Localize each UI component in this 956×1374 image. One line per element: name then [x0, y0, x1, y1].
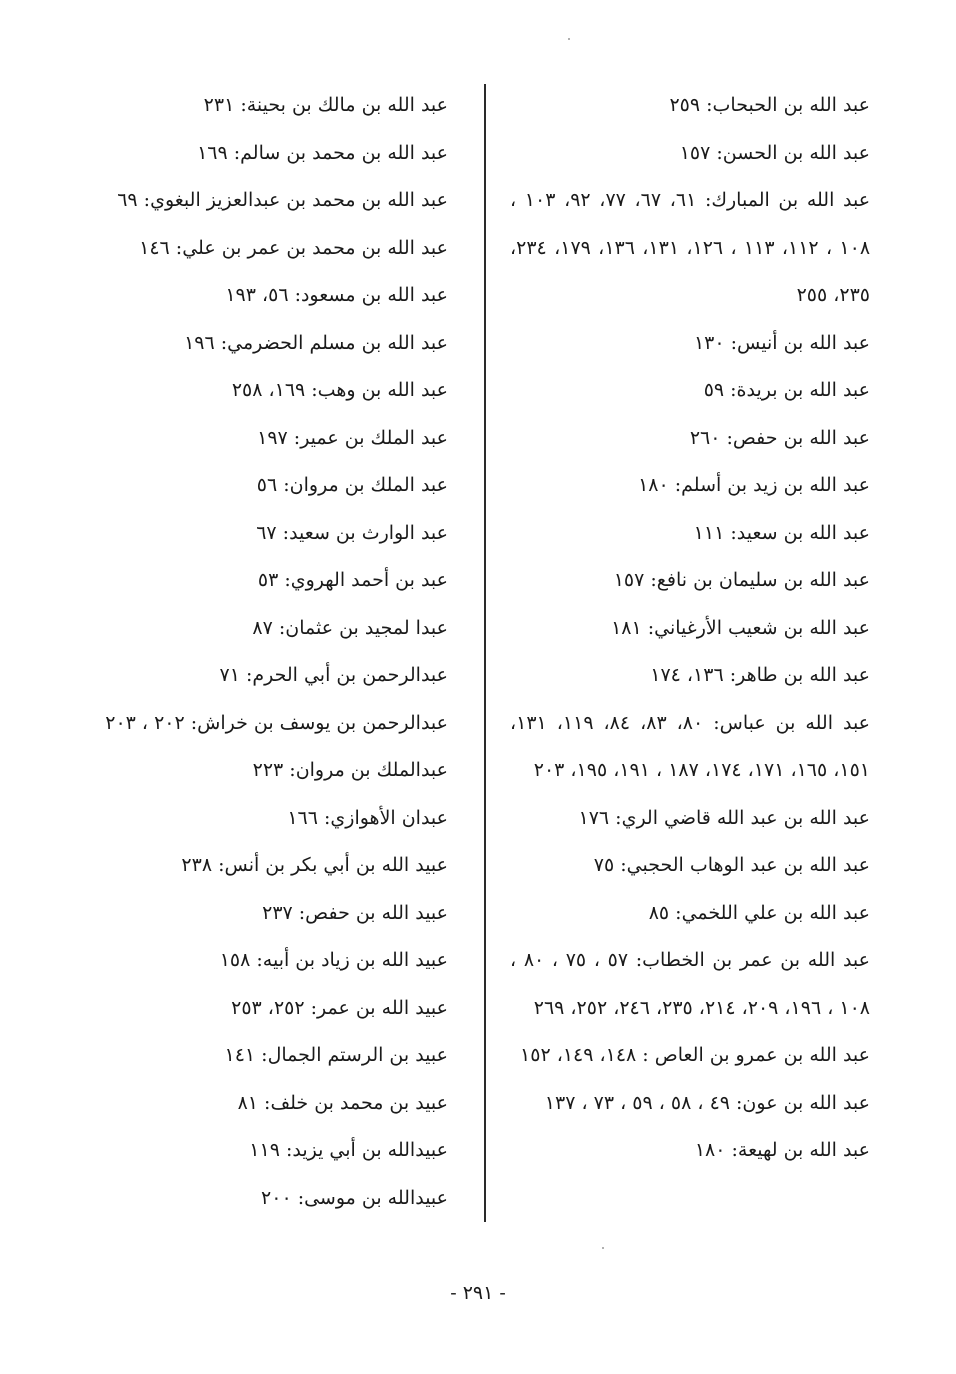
index-entry: عبد الله بن مالك بن بحينة: ٢٣١: [203, 94, 448, 116]
index-entry: عبيدالله بن موسى: ٢٠٠: [261, 1186, 448, 1209]
index-entry: عبد الوارث بن سعيد: ٦٧: [256, 521, 448, 544]
index-entry: عبد بن أحمد الهروي: ٥٣: [257, 569, 448, 591]
index-entry: عبد الله بن وهب: ١٦٩، ٢٥٨: [231, 379, 448, 401]
index-entry: عبد الله بن محمد بن عمر بن علي: ١٤٦: [139, 236, 448, 259]
index-column-right: [510, 82, 870, 1175]
index-entry: عبد الله بن الحبحاب: ٢٥٩: [669, 94, 870, 116]
index-entry: عبد الله بن مسعود: ٥٦، ١٩٣: [225, 284, 448, 306]
index-entry: عبد الله بن عباس: ٨٠، ٨٣، ٨٤، ١١٩، ١٣١، ١٥١، ١٦٥، ١٧١، ١٧٤، ١٨٧ ، ١٩١، ١٩٥، ٢٠٣: [510, 711, 871, 781]
index-entry: عبد الله بن لهيعة: ١٨٠: [694, 1139, 870, 1161]
index-entry: عبد الله بن سليمان بن نافع: ١٥٧: [613, 569, 870, 591]
index-entry: عبدالرحمن بن يوسف بن خراش: ٢٠٢ ، ٢٠٣: [105, 711, 448, 734]
index-entry: عبد الله بن أنيس: ١٣٠: [693, 331, 870, 354]
index-entry: عبد الله بن محمد بن سالم: ١٦٩: [197, 141, 448, 164]
column-divider: [484, 84, 486, 1222]
index-entry: عبيد الله بن عمر: ٢٥٢، ٢٥٣: [231, 996, 448, 1019]
index-entry: عبد الله بن طاهر: ١٣٦، ١٧٤: [650, 664, 870, 686]
index-column-left: [105, 82, 448, 1222]
index-entry: عبد الله بن زيد بن أسلم: ١٨٠: [638, 474, 870, 496]
index-entry: عبد الله بن عمر بن الخطاب: ٥٧ ، ٧٥ ، ٨٠ ، ١٠٨ ، ١٩٦، ٢٠٩، ٢١٤، ٢٣٥، ٢٤٦، ٢٥٢، ٢٦٩: [510, 949, 870, 1019]
index-entry: عبيد الله بن حفص: ٢٣٧: [262, 901, 448, 924]
index-entry: عبدالملك بن مروان: ٢٢٣: [252, 759, 448, 781]
index-entry: عبد الله بن المبارك: ٦١، ٦٧، ٧٧، ٩٢، ١٠٣ ، ١٠٨ ، ١١٢، ١١٣ ، ١٢٦، ١٣١، ١٣٦، ١٧٩، ٢٣٤، ٢٣٥، ٢٥٥: [510, 189, 871, 306]
index-entry: عبد الله بن حفص: ٢٦٠: [689, 426, 870, 449]
index-entry: عبد الله بن عبد الله قاضي الري: ١٧٦: [578, 806, 870, 829]
index-entry: عبد الملك بن مروان: ٥٦: [256, 474, 448, 496]
scan-speck: [602, 1247, 604, 1249]
index-entry: عبد الله بن الحسن: ١٥٧: [679, 141, 870, 164]
index-entry: عبد الله بن بريدة: ٥٩: [703, 379, 870, 401]
index-entry: عبيدالله بن أبي يزيد: ١١٩: [249, 1139, 448, 1161]
index-entry: عبد الله بن عمرو بن العاص : ١٤٨، ١٤٩، ١٥٢: [520, 1044, 870, 1066]
index-entry: عبدان الأهوازي: ١٦٦: [287, 806, 448, 829]
index-entry: عبدا لمجيد بن عثمان: ٨٧: [252, 616, 448, 639]
index-entry: عبد الله بن سعيد: ١١١: [693, 521, 870, 544]
index-entry: عبد الله بن عون: ٤٩ ، ٥٨ ، ٥٩ ، ٧٣ ، ١٣٧: [544, 1091, 870, 1114]
index-entry: عبد الله بن شعيب الأرغياني: ١٨١: [611, 616, 870, 639]
page-number: - ٢٩١ -: [450, 1282, 506, 1304]
index-entry: عبيد الله بن زياد بن أبيه: ١٥٨: [219, 949, 448, 971]
index-entry: عبيد بن محمد بن خلف: ٨١: [237, 1091, 448, 1114]
index-entry: عبيد بن الرستم الجمال: ١٤١: [224, 1044, 448, 1066]
index-entry: عبد الله بن مسلم الحضرمي: ١٩٦: [184, 331, 448, 354]
index-entry: عبدالرحمن بن أبي الحرم: ٧١: [219, 664, 448, 686]
index-entry: عبد الله بن علي اللخمي: ٨٥: [648, 901, 870, 924]
index-entry: عبد الله بن محمد بن عبدالعزيز البغوي: ٦٩: [117, 189, 448, 211]
index-entry: عبيد الله بن أبي بكر بن أنس: ٢٣٨: [181, 854, 448, 876]
index-entry: عبد الله بن عبد الوهاب الحجبي: ٧٥: [593, 854, 870, 876]
scan-speck: [568, 38, 570, 40]
index-entry: عبد الملك بن عمير: ١٩٧: [257, 426, 448, 449]
